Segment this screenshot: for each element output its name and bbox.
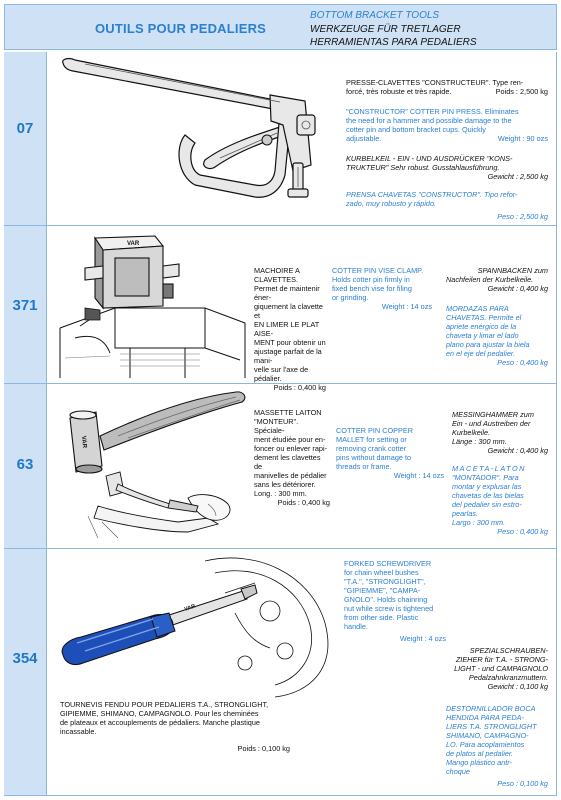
text-line: Largo : 300 mm. xyxy=(452,518,506,527)
text-line: Kurbelkeile. xyxy=(452,428,491,437)
cotter-press-illustration xyxy=(55,55,330,215)
item-07-en xyxy=(346,107,548,143)
text-line: the need for a hammer and possible damage to the xyxy=(346,116,512,125)
weight-en: Weight : 14 ozs xyxy=(393,471,444,480)
item-07-de xyxy=(346,154,548,181)
title-fr: OUTILS POUR PEDALIERS xyxy=(95,21,267,36)
screwdriver-illustration xyxy=(55,553,340,698)
weight-de: Gewicht : 0,100 kg xyxy=(487,682,548,691)
text-line: ajustage parfait de la mani- xyxy=(254,347,322,365)
weight-es: Peso : 0,400 kg xyxy=(497,358,548,367)
text-line: PRENSA CHAVETAS "CONSTRUCTOR". Tipo refor- xyxy=(346,190,518,199)
text-line: LIGHT - und CAMPAGNOLO xyxy=(454,664,548,673)
var-logo-mark: VAR xyxy=(127,241,140,247)
text-line: MACETA-LATON xyxy=(452,464,526,473)
title-de: WERKZEUGE FÜR TRETLAGER xyxy=(310,24,461,35)
text-line: Long. : 300 mm. xyxy=(254,489,307,498)
weight-de: Gewicht : 0,400 kg xyxy=(487,446,548,455)
text-line: removing crank cotter xyxy=(336,444,407,453)
text-line: forcé, très robuste et très rapide. xyxy=(346,87,452,96)
item-63-de xyxy=(452,410,548,455)
text-line: de plateaux et accouplements de pédaliers. Manche plastique xyxy=(60,718,260,727)
item-number-07: 07 xyxy=(16,120,34,137)
text-line: Ein - und Austreiben der xyxy=(452,419,531,428)
weight-de: Gewicht : 0,400 kg xyxy=(487,284,548,293)
title-es: HERRAMIENTAS PARA PEDALIERS xyxy=(310,37,477,48)
text-line: giquement la clavette et xyxy=(254,302,323,320)
weight-en: Weight : 14 ozs xyxy=(381,302,432,311)
item-354-fr xyxy=(60,700,300,753)
item-371-en xyxy=(332,266,432,311)
text-line: TRUKTEUR" Sehr robust. Gusstahlausführung. xyxy=(346,163,500,172)
text-line: TOURNEVIS FENDU POUR PEDALIERS T.A., STRONGLIGHT, xyxy=(60,700,269,709)
text-line: "CONSTRUCTOR" COTTER PIN PRESS. Eliminates xyxy=(346,107,519,116)
text-line: CHAVETAS. Permite el xyxy=(446,313,522,322)
text-line: Nachfeilen der Kurbelkeile. xyxy=(446,275,534,284)
weight-es: Peso : 2,500 kg xyxy=(497,212,548,221)
text-line: GNOLO". Holds chainring xyxy=(344,595,428,604)
text-line: de platos al pedalier. xyxy=(446,749,514,758)
text-line: SPANNBACKEN zum xyxy=(477,266,548,275)
text-line: chaveta y limar el lado xyxy=(446,331,519,340)
text-line: dement les clavettes de xyxy=(254,453,321,471)
text-line: choque xyxy=(446,767,470,776)
text-line: en el eje del pedalier. xyxy=(446,349,516,358)
text-line: for chain wheel bushes xyxy=(344,568,419,577)
mallet-illustration xyxy=(58,388,253,543)
var-logo-mark: VAR xyxy=(183,603,197,613)
vise-clamp-illustration xyxy=(55,228,255,380)
item-63-fr xyxy=(254,408,330,507)
text-line: sans les détériorer. xyxy=(254,480,316,489)
item-371-fr xyxy=(254,266,326,392)
item-number-371: 371 xyxy=(12,297,38,314)
text-line: cotter pin and bottom bracket cups. Quickly xyxy=(346,125,486,134)
text-line: pins without damage to xyxy=(336,453,412,462)
weight-fr: Poids : 0,400 kg xyxy=(273,383,326,392)
text-line: "MONTEUR". Spéciale- xyxy=(254,417,299,435)
text-line: chavetas de las bielas xyxy=(452,491,524,500)
text-line: adjustable. xyxy=(346,134,382,143)
text-line: del pedalier sin estro- xyxy=(452,500,522,509)
item-07-fr xyxy=(346,78,548,96)
weight-de: Gewicht : 2,500 kg xyxy=(487,172,548,181)
text-line: threads or frame. xyxy=(336,462,392,471)
text-line: MENT pour obtenir un xyxy=(254,338,326,347)
item-354-es xyxy=(446,704,548,788)
item-07-es xyxy=(346,190,548,221)
text-line: FORKED SCREWDRIVER xyxy=(344,559,432,568)
item-63-en xyxy=(336,426,444,480)
text-line: incassable. xyxy=(60,727,97,736)
page-header xyxy=(4,4,557,50)
text-line: montar y explusar las xyxy=(452,482,522,491)
text-line: nut while screw is tightened xyxy=(344,604,434,613)
column-divider xyxy=(46,52,47,796)
weight-fr: Poids : 0,400 kg xyxy=(277,498,330,507)
text-line: PRESSE-CLAVETTES "CONSTRUCTEUR". Type ren- xyxy=(346,78,524,87)
text-line: fixed bench vise for filing xyxy=(332,284,412,293)
text-line: "GIPIEMME", "CAMPA- xyxy=(344,586,421,595)
text-line: plano para ajustar la biela xyxy=(446,340,530,349)
text-line: handle. xyxy=(344,622,368,631)
weight-es: Peso : 0,400 kg xyxy=(497,527,548,536)
item-354-en xyxy=(344,559,446,643)
text-line: EN LIMER LE PLAT AISE- xyxy=(254,320,320,338)
weight-fr: Poids : 2,500 kg xyxy=(495,87,548,96)
text-line: Länge : 300 mm. xyxy=(452,437,507,446)
weight-en: Weight : 90 ozs xyxy=(497,134,548,143)
number-column xyxy=(4,52,46,796)
text-line: SHIMANO, CAMPAGNO- xyxy=(446,731,529,740)
text-line: zado, muy robusto y rápido. xyxy=(346,199,437,208)
text-line: from other side. Plastic xyxy=(344,613,419,622)
text-line: ZIEHER für T.A. - STRONG- xyxy=(455,655,548,664)
weight-fr: Poids : 0,100 kg xyxy=(237,744,290,753)
text-line: GIPIEMME, SHIMANO, CAMPAGNOLO. Pour les cheminées xyxy=(60,709,259,718)
title-en: BOTTOM BRACKET TOOLS xyxy=(310,10,440,21)
text-line: ment étudiée pour en- xyxy=(254,435,326,444)
text-line: HENDIDA PARA PEDA- xyxy=(446,713,524,722)
text-line: velle sur l'axe de pédalier. xyxy=(254,365,309,383)
text-line: COTTER PIN COPPER xyxy=(336,426,414,435)
text-line: or grinding. xyxy=(332,293,369,302)
text-line: foncer ou enlever rapi- xyxy=(254,444,328,453)
text-line: DESTORNILLADOR BOCA xyxy=(446,704,536,713)
item-371-de xyxy=(446,266,548,293)
text-line: Pedalzahnkranzmuttern. xyxy=(468,673,548,682)
text-line: Permet de maintenir éner- xyxy=(254,284,320,302)
text-line: LIERS T.A. STRONGLIGHT xyxy=(446,722,537,731)
text-line: apriete enérgico de la xyxy=(446,322,517,331)
text-line: Holds cotter pin firmly in xyxy=(332,275,410,284)
text-line: "MONTADOR". Para xyxy=(452,473,519,482)
text-line: pearlas. xyxy=(452,509,478,518)
text-line: MESSINGHAMMER zum xyxy=(452,410,534,419)
var-logo-mark: VAR xyxy=(80,435,88,449)
text-line: MACHOIRE A CLAVETTES. xyxy=(254,266,300,284)
item-371-es xyxy=(446,304,548,367)
row-divider xyxy=(4,548,557,549)
weight-es: Peso : 0,100 kg xyxy=(497,779,548,788)
weight-en: Weight : 4 ozs xyxy=(399,634,446,643)
text-line: "T.A.", "STRONGLIGHT", xyxy=(344,577,426,586)
text-line: manivelles de pédalier xyxy=(254,471,327,480)
row-divider xyxy=(4,225,557,226)
text-line: COTTER PIN VISE CLAMP. xyxy=(332,266,424,275)
text-line: LO. Para acoplamientos xyxy=(446,740,525,749)
right-border xyxy=(556,52,557,796)
text-line: MASSETTE LAITON xyxy=(254,408,322,417)
text-line: KURBELKEIL - EIN - UND AUSDRÜCKER "KONS- xyxy=(346,154,513,163)
item-number-354: 354 xyxy=(12,650,38,667)
text-line: SPEZIALSCHRAUBEN- xyxy=(469,646,548,655)
item-number-63: 63 xyxy=(16,456,34,473)
bottom-border xyxy=(4,795,557,796)
text-line: MORDAZAS PARA xyxy=(446,304,509,313)
item-354-de xyxy=(418,646,548,691)
text-line: Mango plástico antr- xyxy=(446,758,512,767)
item-63-es xyxy=(452,464,548,536)
text-line: MALLET for setting or xyxy=(336,435,407,444)
